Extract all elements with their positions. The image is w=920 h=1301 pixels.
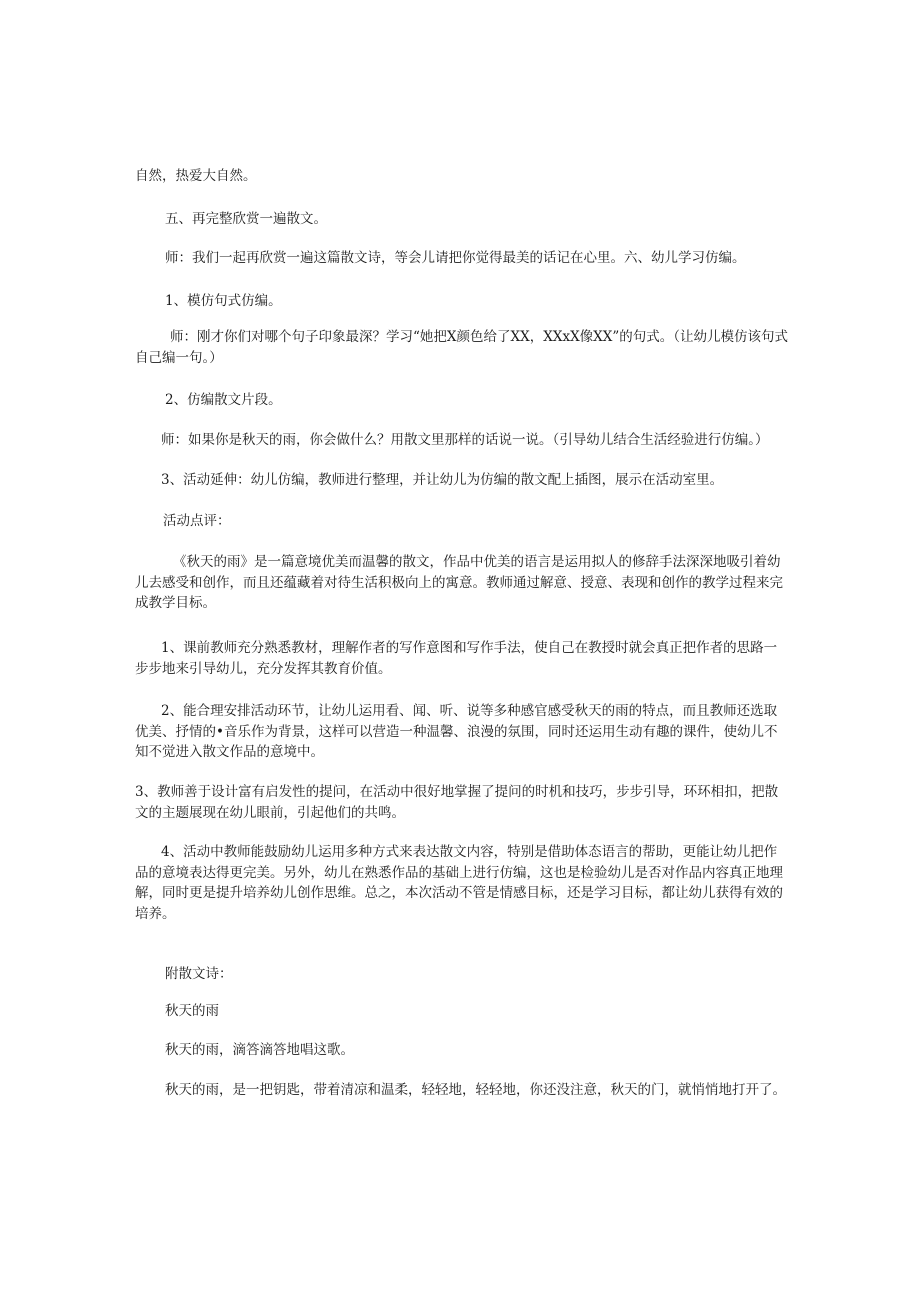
paragraph-continuation: 自然，热爱大自然。 <box>135 168 257 184</box>
paragraph-activity-extension: 3、活动延伸：幼儿仿编，教师进行整理，并让幼儿为仿编的散文配上插图，展示在活动室里。 <box>161 472 724 488</box>
paragraph-teacher-appreciate: 师：我们一起再欣赏一遍这篇散文诗，等会儿请把你觉得最美的话记在心里。六、幼儿学习仿编。 <box>165 250 746 266</box>
poem-line-2: 秋天的雨，是一把钥匙，带着清凉和温柔，轻轻地，轻轻地，你还没注意，秋天的门，就悄悄地打开了。 <box>165 1082 786 1098</box>
subheading-imitate-sentence: 1、模仿句式仿编。 <box>165 293 282 309</box>
paragraph-review-point-4: 4、活动中教师能鼓励幼儿运用多种方式来表达散文内容，特别是借助体态语言的帮助，更能让幼儿把作品的意境表达得更完美。另外，幼儿在熟悉作品的基础上进行仿编，这也是检验幼儿是否对作品内容真正地理解，同时更是提升培养幼儿创作思维。总之，本次活动不管是情感目标，还是学习目标，都让幼儿获得有效的培养。 <box>135 844 783 922</box>
paragraph-teacher-if-rain: 师：如果你是秋天的雨，你会做什么？用散文里那样的话说一说。（引导幼儿结合生活经验进行仿编。） <box>161 432 769 448</box>
heading-activity-review: 活动点评： <box>163 513 231 529</box>
poem-line-1: 秋天的雨，滴答滴答地唱这歌。 <box>165 1042 354 1058</box>
paragraph-review-point-3: 3、教师善于设计富有启发性的提问，在活动中很好地掌握了提问的时机和技巧，步步引导，环环相扣，把散文的主题展现在幼儿眼前，引起他们的共鸣。 <box>135 784 779 821</box>
paragraph-review-point-1: 1、课前教师充分熟悉教材，理解作者的写作意图和写作手法，使自己在教授时就会真正把作者的思路一步步地来引导幼儿，充分发挥其教育价值。 <box>135 640 778 677</box>
section-heading-5: 五、再完整欣赏一遍散文。 <box>165 211 327 227</box>
paragraph-teacher-question: 师：刚才你们对哪个句子印象最深？学习“她把X颜色给了XX，XXxX像XX”的句式。（让幼儿模仿该句式自己编一句。） <box>135 329 789 366</box>
appendix-heading: 附散文诗： <box>165 966 233 982</box>
subheading-imitate-fragment: 2、仿编散文片段。 <box>165 392 282 408</box>
paragraph-review-summary: 《秋天的雨》是一篇意境优美而温馨的散文，作品中优美的语言是运用拟人的修辞手法深深地吸引着幼儿去感受和创作，而且还蕴藏着对待生活积极向上的寓意。教师通过解意、授意、表现和创作的教学过程来完成教学目标。 <box>135 554 783 611</box>
poem-title: 秋天的雨 <box>165 1003 219 1019</box>
paragraph-review-point-2: 2、能合理安排活动环节，让幼儿运用看、闻、听、说等多种感官感受秋天的雨的特点，而且教师还选取优美、抒情的•音乐作为背景，这样可以营造一种温馨、浪漫的氛围，同时还运用生动有趣的课件，使幼儿不知不觉进入散文作品的意境中。 <box>135 703 778 760</box>
